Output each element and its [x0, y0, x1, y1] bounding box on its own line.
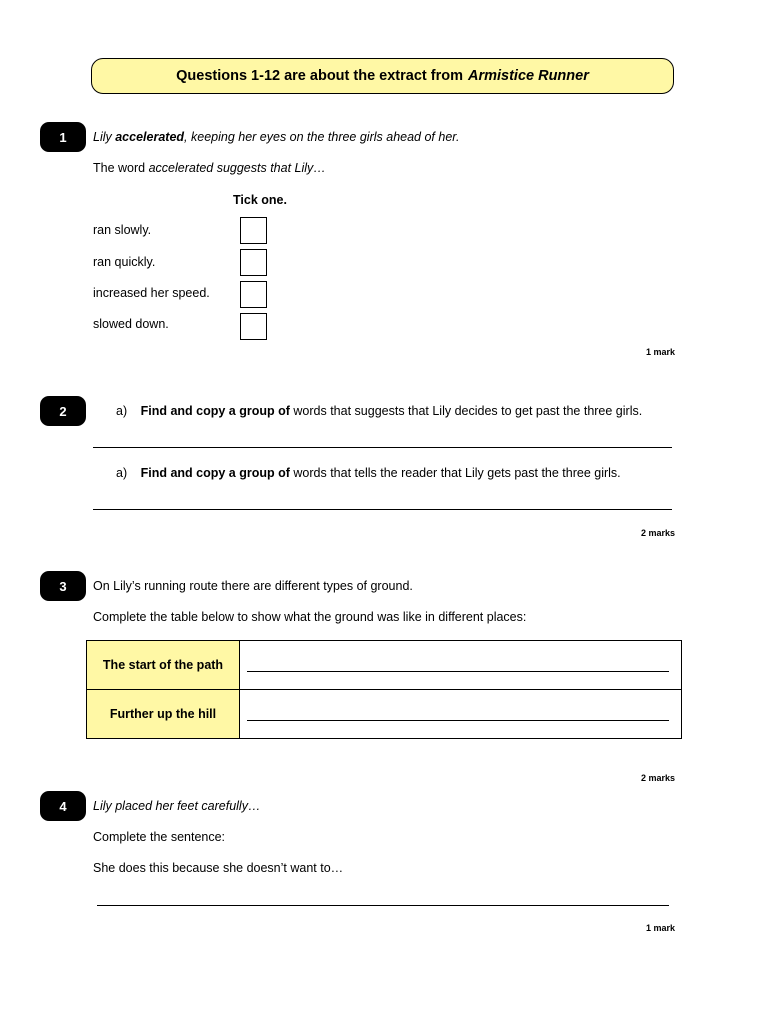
q4-quote: Lily placed her feet carefully…: [93, 799, 261, 813]
q2-mark: 2 marks: [640, 528, 675, 538]
question-3-number: 3: [40, 571, 86, 601]
q1-quote-post: , keeping her eyes on the three girls ahead of her.: [184, 130, 460, 144]
q4-prompt: Complete the sentence:: [93, 830, 226, 844]
q1-option-label: increased her speed.: [93, 286, 210, 300]
q3-answer-line[interactable]: [247, 720, 669, 721]
q3-answer-cell[interactable]: [240, 641, 682, 690]
q3-mark: 2 marks: [640, 773, 675, 783]
q2-part-letter: a): [116, 466, 128, 480]
page-title-banner: [91, 58, 674, 94]
q1-tickbox-2[interactable]: [240, 249, 267, 276]
q1-tick-label: Tick one.: [233, 193, 287, 207]
table-row: [87, 690, 682, 739]
q2-part-2: [116, 466, 621, 480]
q3-intro: On Lily’s running route there are different types of ground.: [93, 579, 413, 593]
q2-answer-line-2[interactable]: [93, 509, 672, 510]
q2-part-letter: a): [116, 404, 128, 418]
q1-option-label: ran quickly.: [93, 255, 156, 269]
q1-quote: [93, 130, 459, 144]
q1-tickbox-3[interactable]: [240, 281, 267, 308]
q3-prompt: Complete the table below to show what the ground was like in different places:: [93, 610, 527, 624]
q2-part-rest: words that tells the reader that Lily gets past the three girls.: [289, 466, 621, 480]
q2-answer-line-1[interactable]: [93, 447, 672, 448]
q1-quote-bold: accelerated: [115, 130, 185, 144]
q1-mark: 1 mark: [645, 347, 675, 357]
q2-part-bold: Find and copy a group of: [140, 466, 290, 480]
q1-option-label: ran slowly.: [93, 223, 152, 237]
banner-prefix: Questions 1-12 are about the extract from: [176, 68, 463, 84]
table-row: [87, 641, 682, 690]
banner-title: Armistice Runner: [467, 68, 589, 84]
q2-part-rest: words that suggests that Lily decides to get past the three girls.: [289, 404, 643, 418]
q1-prompt-italic: accelerated suggests that Lily…: [148, 161, 326, 175]
q1-option-label: slowed down.: [93, 317, 169, 331]
q2-part-bold: Find and copy a group of: [140, 404, 290, 418]
q2-part-1: [116, 404, 642, 418]
q1-quote-pre: Lily: [93, 130, 116, 144]
q3-table: [86, 640, 682, 739]
q3-answer-cell[interactable]: [240, 690, 682, 739]
q1-tickbox-1[interactable]: [240, 217, 267, 244]
question-4-number: 4: [40, 791, 86, 821]
q4-answer-line[interactable]: [97, 905, 669, 906]
q3-row-label: Further up the hill: [87, 690, 240, 739]
q1-prompt: [93, 161, 326, 175]
q3-answer-line[interactable]: [247, 671, 669, 672]
question-2-number: 2: [40, 396, 86, 426]
q1-tickbox-4[interactable]: [240, 313, 267, 340]
q1-prompt-pre: The word: [93, 161, 149, 175]
question-1-number: 1: [40, 122, 86, 152]
q3-row-label: The start of the path: [87, 641, 240, 690]
q4-sentence: She does this because she doesn’t want to…: [93, 861, 344, 875]
q4-mark: 1 mark: [645, 923, 675, 933]
